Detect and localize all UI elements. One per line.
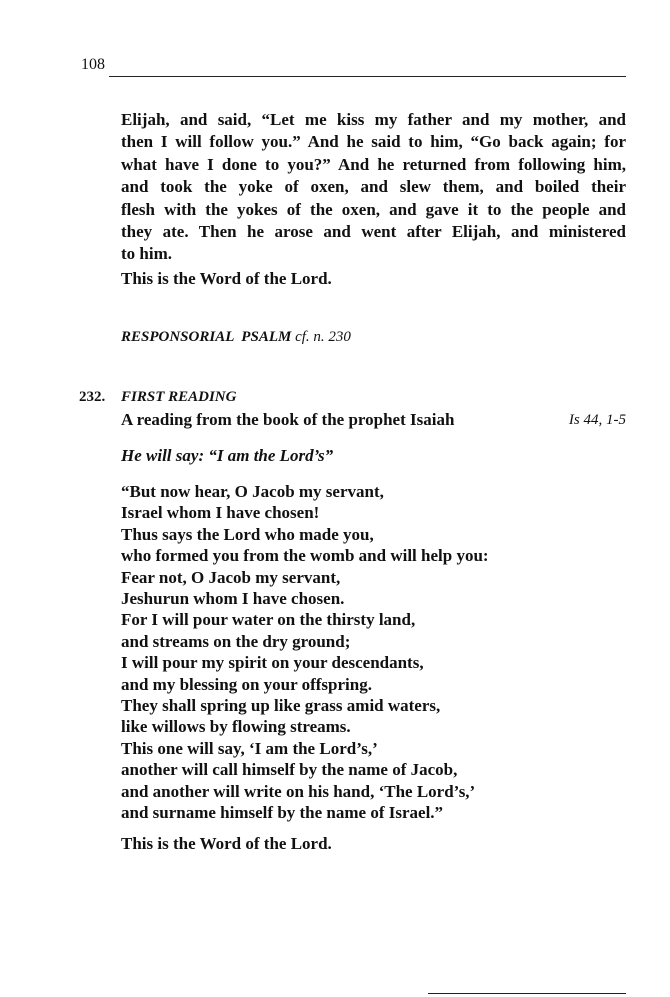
verse-line: who formed you from the womb and will help you: [121, 546, 489, 566]
responsorial-psalm [121, 329, 351, 346]
page-number: 108 [81, 56, 105, 73]
psalm-reference: cf. n. 230 [295, 329, 351, 345]
reading-number: 232. [79, 389, 106, 405]
verse-line: and my blessing on your offspring. [121, 674, 372, 694]
text-line: they ate. Then he arose and went after Elijah, and ministered [121, 222, 626, 242]
text-line: then I will follow you.” And he said to him, “Go back again; for [121, 132, 626, 152]
header-rule [109, 76, 626, 77]
reading-title: FIRST READING [121, 389, 237, 405]
verse-line: For I will pour water on the thirsty land, [121, 610, 416, 630]
continuation-conclusion: This is the Word of the Lord. [121, 269, 332, 288]
verse-line: They shall spring up like grass amid waters, [121, 696, 441, 716]
verse-line: another will call himself by the name of Jacob, [121, 760, 458, 780]
text-line: what have I done to you?” And he returned from following him, [121, 154, 626, 174]
verse-line: Fear not, O Jacob my servant, [121, 567, 341, 587]
verse-line: Thus says the Lord who made you, [121, 524, 374, 544]
reading-citation: Is 44, 1-5 [568, 412, 626, 428]
text-line: to him. [121, 244, 172, 264]
verse-line: and another will write on his hand, ‘The Lord’s,’ [121, 781, 476, 801]
verse-line: and streams on the dry ground; [121, 631, 351, 651]
text-line: and took the yoke of oxen, and slew them, and boiled their [121, 177, 626, 197]
verse-line: This one will say, ‘I am the Lord’s,’ [121, 738, 378, 758]
footer-rule [428, 993, 626, 994]
verse-line: like willows by flowing streams. [121, 717, 351, 737]
text-line: flesh with the yokes of the oxen, and gave it to the people and [121, 199, 626, 219]
verse-line: Israel whom I have chosen! [121, 503, 320, 523]
text-line: Elijah, and said, “Let me kiss my father and my mother, and [121, 110, 626, 129]
psalm-label: RESPONSORIAL PSALM [121, 329, 292, 345]
verse-line: I will pour my spirit on your descendants, [121, 653, 424, 673]
reading-source: A reading from the book of the prophet Isaiah [121, 410, 455, 429]
verse-line: and surname himself by the name of Israel.” [121, 803, 444, 823]
reading-verses [121, 481, 489, 824]
reading-conclusion: This is the Word of the Lord. [121, 834, 332, 853]
reading-summary: He will say: “I am the Lord’s” [121, 446, 334, 465]
verse-line: “But now hear, O Jacob my servant, [121, 482, 384, 501]
continuation-paragraph [121, 109, 626, 266]
verse-line: Jeshurun whom I have chosen. [121, 589, 345, 609]
